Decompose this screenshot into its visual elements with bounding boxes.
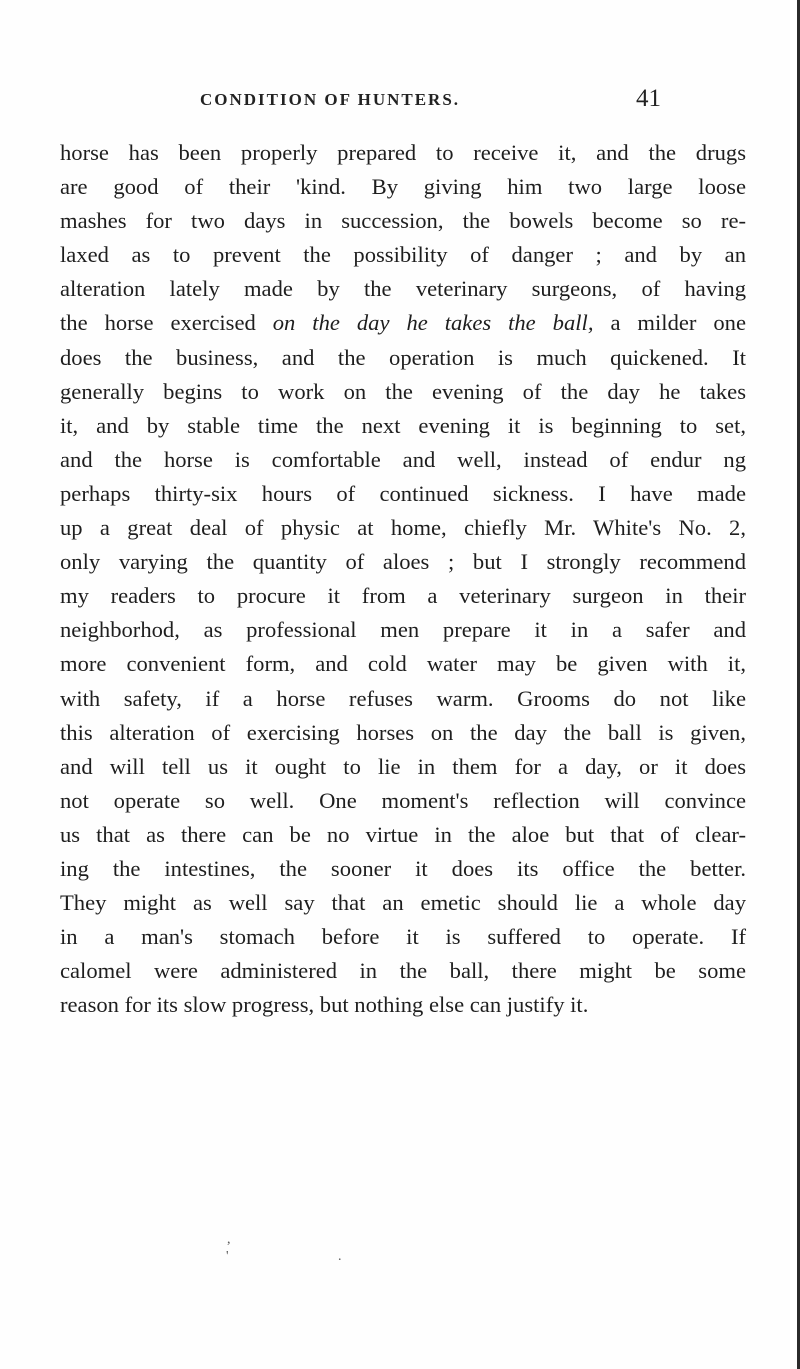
- text-line: generally begins to work on the evening of the day he takes: [60, 378, 746, 404]
- text-line: alteration lately made by the veterinary surgeons, of having: [60, 276, 746, 302]
- text-line: and will tell us it ought to lie in them for a day, or it does: [60, 753, 746, 779]
- text-line: reason for its slow progress, but nothing else can justify it.: [60, 992, 589, 1018]
- running-title: CONDITION OF HUNTERS.: [200, 90, 461, 109]
- body-paragraph: [60, 136, 746, 1022]
- text-line: does the business, and the operation is much quickened. It: [60, 344, 746, 370]
- text-line: more convenient form, and cold water may be given with it,: [60, 651, 746, 677]
- text-run: a milder one: [593, 310, 746, 336]
- text-line: They might as well say that an emetic should lie a whole day: [60, 890, 746, 916]
- text-line: up a great deal of physic at home, chiefly Mr. White's No. 2,: [60, 515, 746, 541]
- text-run: the horse exercised: [60, 310, 273, 336]
- page-number: 41: [636, 85, 661, 112]
- ink-speck: ,: [227, 1232, 231, 1247]
- text-line: horse has been properly prepared to receive it, and the drugs: [60, 140, 746, 165]
- text-line: it, and by stable time the next evening it is beginning to set,: [60, 412, 746, 438]
- text-line: neighborhod, as professional men prepare it in a safer and: [60, 617, 746, 643]
- text-line: only varying the quantity of aloes ; but I strongly recommend: [60, 549, 746, 575]
- text-line: my readers to procure it from a veterinary surgeon in their: [60, 583, 746, 609]
- text-line: are good of their 'kind. By giving him two large loose: [60, 174, 746, 200]
- text-line: this alteration of exercising horses on the day the ball is given,: [60, 719, 746, 745]
- text-line-with-emphasis: [60, 306, 746, 340]
- italic-phrase: on the day he takes the ball,: [272, 310, 594, 336]
- text-line: laxed as to prevent the possibility of danger ; and by an: [60, 242, 746, 268]
- text-line: ing the intestines, the sooner it does its office the better.: [60, 855, 746, 881]
- text-line: not operate so well. One moment's reflection will convince: [60, 787, 746, 813]
- text-line: mashes for two days in succession, the bowels become so re-: [60, 208, 746, 234]
- text-line: with safety, if a horse refuses warm. Grooms do not like: [60, 685, 746, 711]
- ink-speck: ': [226, 1249, 229, 1264]
- text-line: and the horse is comfortable and well, instead of endur ng: [60, 446, 746, 472]
- text-line: us that as there can be no virtue in the aloe but that of clear-: [60, 821, 746, 847]
- ink-speck: .: [338, 1249, 342, 1264]
- text-line: calomel were administered in the ball, there might be some: [60, 958, 746, 984]
- text-line: perhaps thirty-six hours of continued sickness. I have made: [60, 480, 746, 506]
- running-head: [0, 85, 800, 120]
- text-line: in a man's stomach before it is suffered to operate. If: [60, 924, 746, 950]
